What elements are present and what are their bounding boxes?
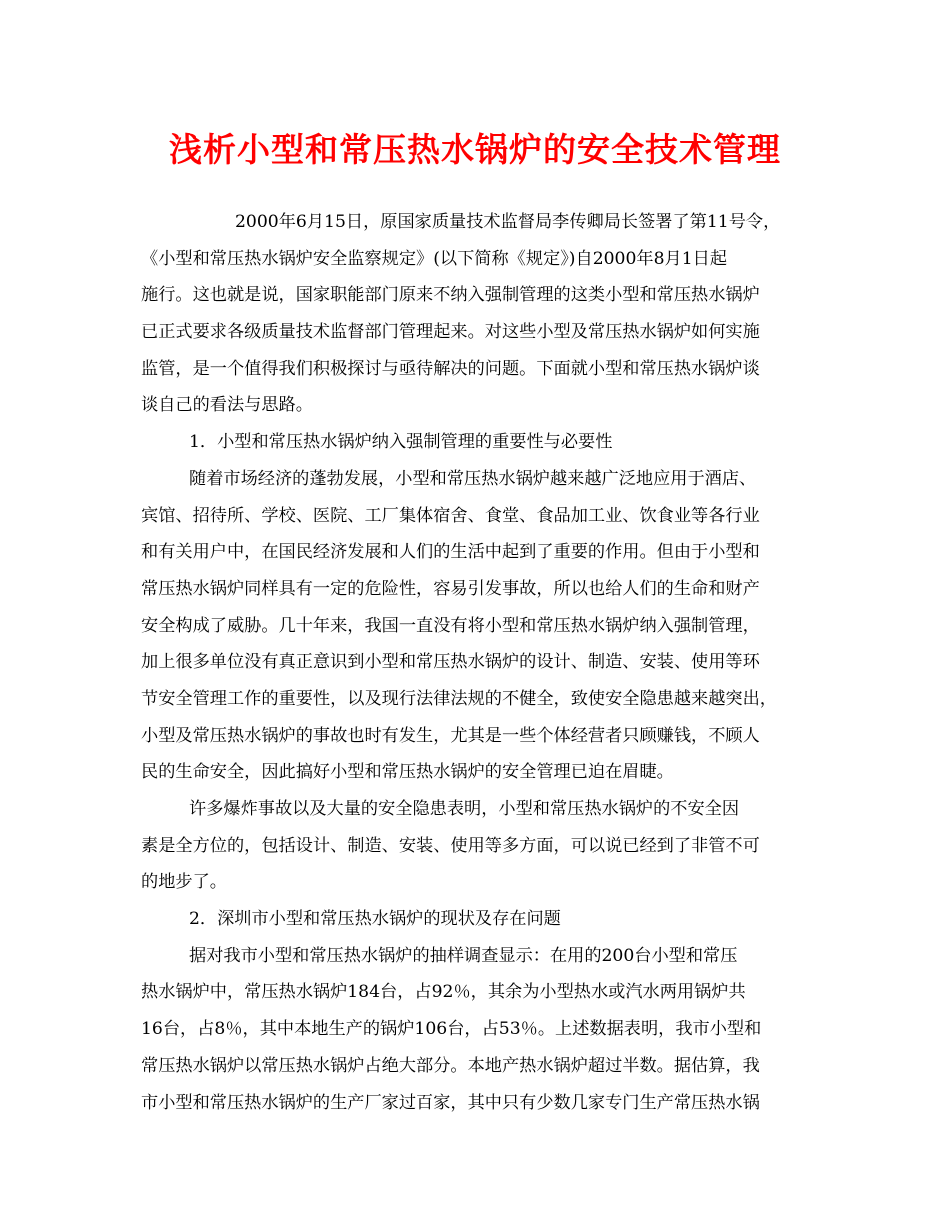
paragraph-line: 常压热水锅炉以常压热水锅炉占绝大部分。本地产热水锅炉超过半数。据估算，我 xyxy=(141,1055,760,1076)
paragraph-line: 民的生命安全，因此搞好小型和常压热水锅炉的安全管理已迫在眉睫。 xyxy=(141,762,674,783)
paragraph-line: 热水锅炉中，常压热水锅炉184台，占92％，其余为小型热水或汽水两用锅炉共 xyxy=(141,982,746,1003)
paragraph-line: 随着市场经济的蓬勃发展，小型和常压热水锅炉越来越广泛地应用于酒店、 xyxy=(189,468,757,489)
paragraph-line: 素是全方位的，包括设计、制造、安装、使用等多方面，可以说已经到了非管不可 xyxy=(141,835,760,856)
paragraph-line: 谈自己的看法与思路。 xyxy=(141,395,313,416)
paragraph-line: 2000年6月15日，原国家质量技术监督局李传卿局长签署了第11号令， xyxy=(235,212,781,232)
paragraph-line: 2．深圳市小型和常压热水锅炉的现状及存在问题 xyxy=(189,909,561,930)
document-body xyxy=(141,204,816,1121)
paragraph-line: 《小型和常压热水锅炉安全监察规定》(以下简称《规定》)自2000年8月1日起 xyxy=(141,248,728,269)
paragraph-line: 和有关用户中，在国民经济发展和人们的生活中起到了重要的作用。但由于小型和 xyxy=(141,542,760,563)
paragraph-line: 安全构成了威胁。几十年来，我国一直没有将小型和常压热水锅炉纳入强制管理， xyxy=(141,615,760,636)
paragraph-line: 据对我市小型和常压热水锅炉的抽样调查显示：在用的200台小型和常压 xyxy=(189,945,738,966)
paragraph-line: 施行。这也就是说，国家职能部门原来不纳入强制管理的这类小型和常压热水锅炉 xyxy=(141,285,760,306)
paragraph-line: 监管，是一个值得我们积极探讨与亟待解决的问题。下面就小型和常压热水锅炉谈 xyxy=(141,358,760,379)
paragraph-line: 加上很多单位没有真正意识到小型和常压热水锅炉的设计、制造、安装、使用等环 xyxy=(141,652,760,673)
paragraph-line: 小型及常压热水锅炉的事故也时有发生，尤其是一些个体经营者只顾赚钱，不顾人 xyxy=(141,725,760,746)
paragraph-line: 节安全管理工作的重要性，以及现行法律法规的不健全，致使安全隐患越来越突出， xyxy=(141,688,777,709)
paragraph-line: 已正式要求各级质量技术监督部门管理起来。对这些小型及常压热水锅炉如何实施 xyxy=(141,322,760,343)
paragraph-line: 16台，占8％，其中本地生产的锅炉106台，占53％。上述数据表明，我市小型和 xyxy=(141,1019,762,1040)
paragraph-line: 市小型和常压热水锅炉的生产厂家过百家，其中只有少数几家专门生产常压热水锅 xyxy=(141,1092,760,1113)
paragraph-line: 宾馆、招待所、学校、医院、工厂集体宿舍、食堂、食品加工业、饮食业等各行业 xyxy=(141,505,760,526)
paragraph-line: 常压热水锅炉同样具有一定的危险性，容易引发事故，所以也给人们的生命和财产 xyxy=(141,578,760,599)
paragraph-line: 许多爆炸事故以及大量的安全隐患表明，小型和常压热水锅炉的不安全因 xyxy=(189,799,740,819)
paragraph-line: 1．小型和常压热水锅炉纳入强制管理的重要性与必要性 xyxy=(189,432,613,453)
document-title: 浅析小型和常压热水锅炉的安全技术管理 xyxy=(169,130,781,169)
paragraph-line: 的地步了。 xyxy=(141,872,227,893)
